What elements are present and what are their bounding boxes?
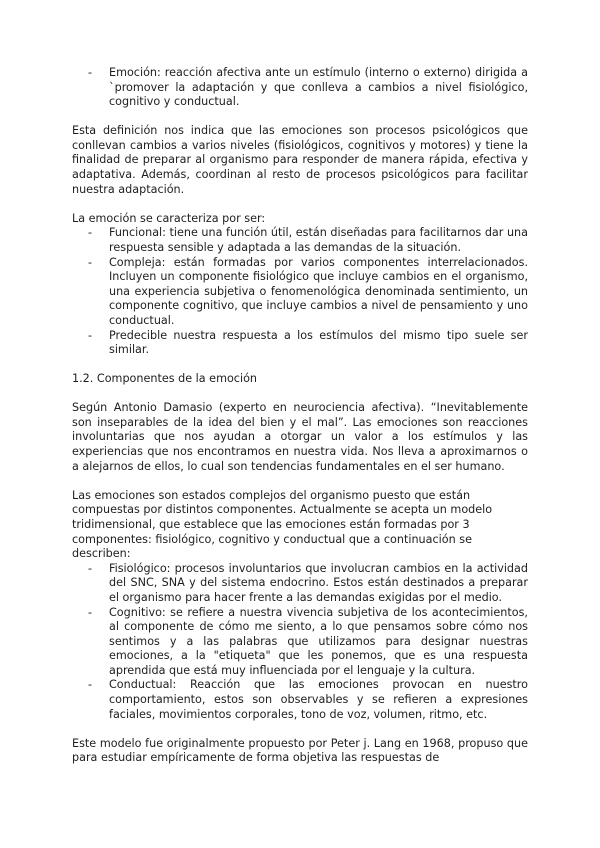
components-list bbox=[72, 562, 528, 723]
list-item-text: Cognitivo: se refiere a nuestra vivencia subjetiva de los acontecimientos, al componente de cómo me siento, a lo que pensamos sobre cómo nos sentimos y a las palabras que utilizamos para designar nuestras emociones, a la "etiqueta" que les ponemos, que es una respuesta aprendida que está muy influenciada por el lenguaje y la cultura. bbox=[109, 605, 528, 677]
list-item bbox=[72, 256, 528, 329]
list-item bbox=[72, 66, 528, 110]
dash-marker: - bbox=[88, 255, 93, 269]
list-item-text: Compleja: están formadas por varios componentes interrelacionados. Incluyen un componente fisiológico que incluye cambios en el organismo, una experiencia subjetiva o fenomenológica denominada sentimiento, un componente cognitivo, que incluye cambios a nivel de pensamiento y uno conductual. bbox=[109, 255, 528, 327]
list-item bbox=[72, 562, 528, 606]
list-item bbox=[72, 678, 528, 722]
paragraph-damasio: Según Antonio Damasio (experto en neurociencia afectiva). “Inevitablemente son inseparables de la idea del bien y el mal”. Las emociones son reacciones involuntarias que nos ayudan a otorgar un valor a los estímulos y las experiencias que nos encontramos en nuestra vida. Nos lleva a aproximarnos o a alejarnos de ellos, lo cual son tendencias fundamentales en el ser humano. bbox=[72, 401, 528, 473]
paragraph-characteristics-intro: La emoción se caracteriza por ser: bbox=[72, 211, 266, 225]
dash-marker: - bbox=[88, 226, 93, 240]
dash-marker: - bbox=[88, 561, 93, 575]
dash-marker: - bbox=[88, 66, 93, 79]
list-item-text: Predecible nuestra respuesta a los estímulos del mismo tipo suele ser similar. bbox=[109, 328, 528, 357]
list-item bbox=[72, 329, 528, 358]
list-item bbox=[72, 226, 528, 255]
paragraph-components-intro: Las emociones son estados complejos del organismo puesto que están compuestas por distintos componentes. Actualmente se acepta un modelo tridimensional, que establece que las emociones están formadas por 3 componentes: fisiológico, cognitivo y conductual que a continuación se describen: bbox=[72, 488, 493, 561]
paragraph-lang-model: Este modelo fue originalmente propuesto por Peter j. Lang en 1968, propuso que para estudiar empíricamente de forma objetiva las respuestas de bbox=[72, 736, 528, 765]
list-item-text: Emoción: reacción afectiva ante un estímulo (interno o externo) dirigida a `promover la adaptación y que conlleva a cambios a nivel fisiológico, cognitivo y conductual. bbox=[109, 66, 528, 109]
dash-marker: - bbox=[88, 605, 93, 619]
paragraph-definition-meaning: Esta definición nos indica que las emociones son procesos psicológicos que conllevan cambios a varios niveles (fisiológicos, cognitivos y motores) y tiene la finalidad de preparar al organismo para responder de manera rápida, efectiva y adaptativa. Además, coordinan al resto de procesos psicológicos para facilitar nuestra adaptación. bbox=[72, 124, 528, 196]
list-item bbox=[72, 606, 528, 679]
list-item-text: Funcional: tiene una función útil, están diseñadas para facilitarnos dar una respuesta sensible y adaptada a las demandas de la situación. bbox=[109, 226, 528, 254]
section-heading: 1.2. Componentes de la emoción bbox=[72, 372, 258, 386]
characteristics-list bbox=[72, 226, 528, 357]
dash-marker: - bbox=[88, 328, 93, 342]
definition-list bbox=[72, 66, 528, 110]
dash-marker: - bbox=[88, 678, 93, 692]
list-item-text: Fisiológico: procesos involuntarios que involucran cambios en la actividad del SNC, SNA y del sistema endocrino. Estos están destinados a preparar el organismo para hacer frente a las demandas exigidas por el medio. bbox=[109, 561, 528, 604]
list-item-text: Conductual: Reacción que las emociones provocan en nuestro comportamiento, estos son observables y se refieren a expresiones faciales, movimientos corporales, tono de voz, volumen, ritmo, etc. bbox=[109, 678, 528, 721]
